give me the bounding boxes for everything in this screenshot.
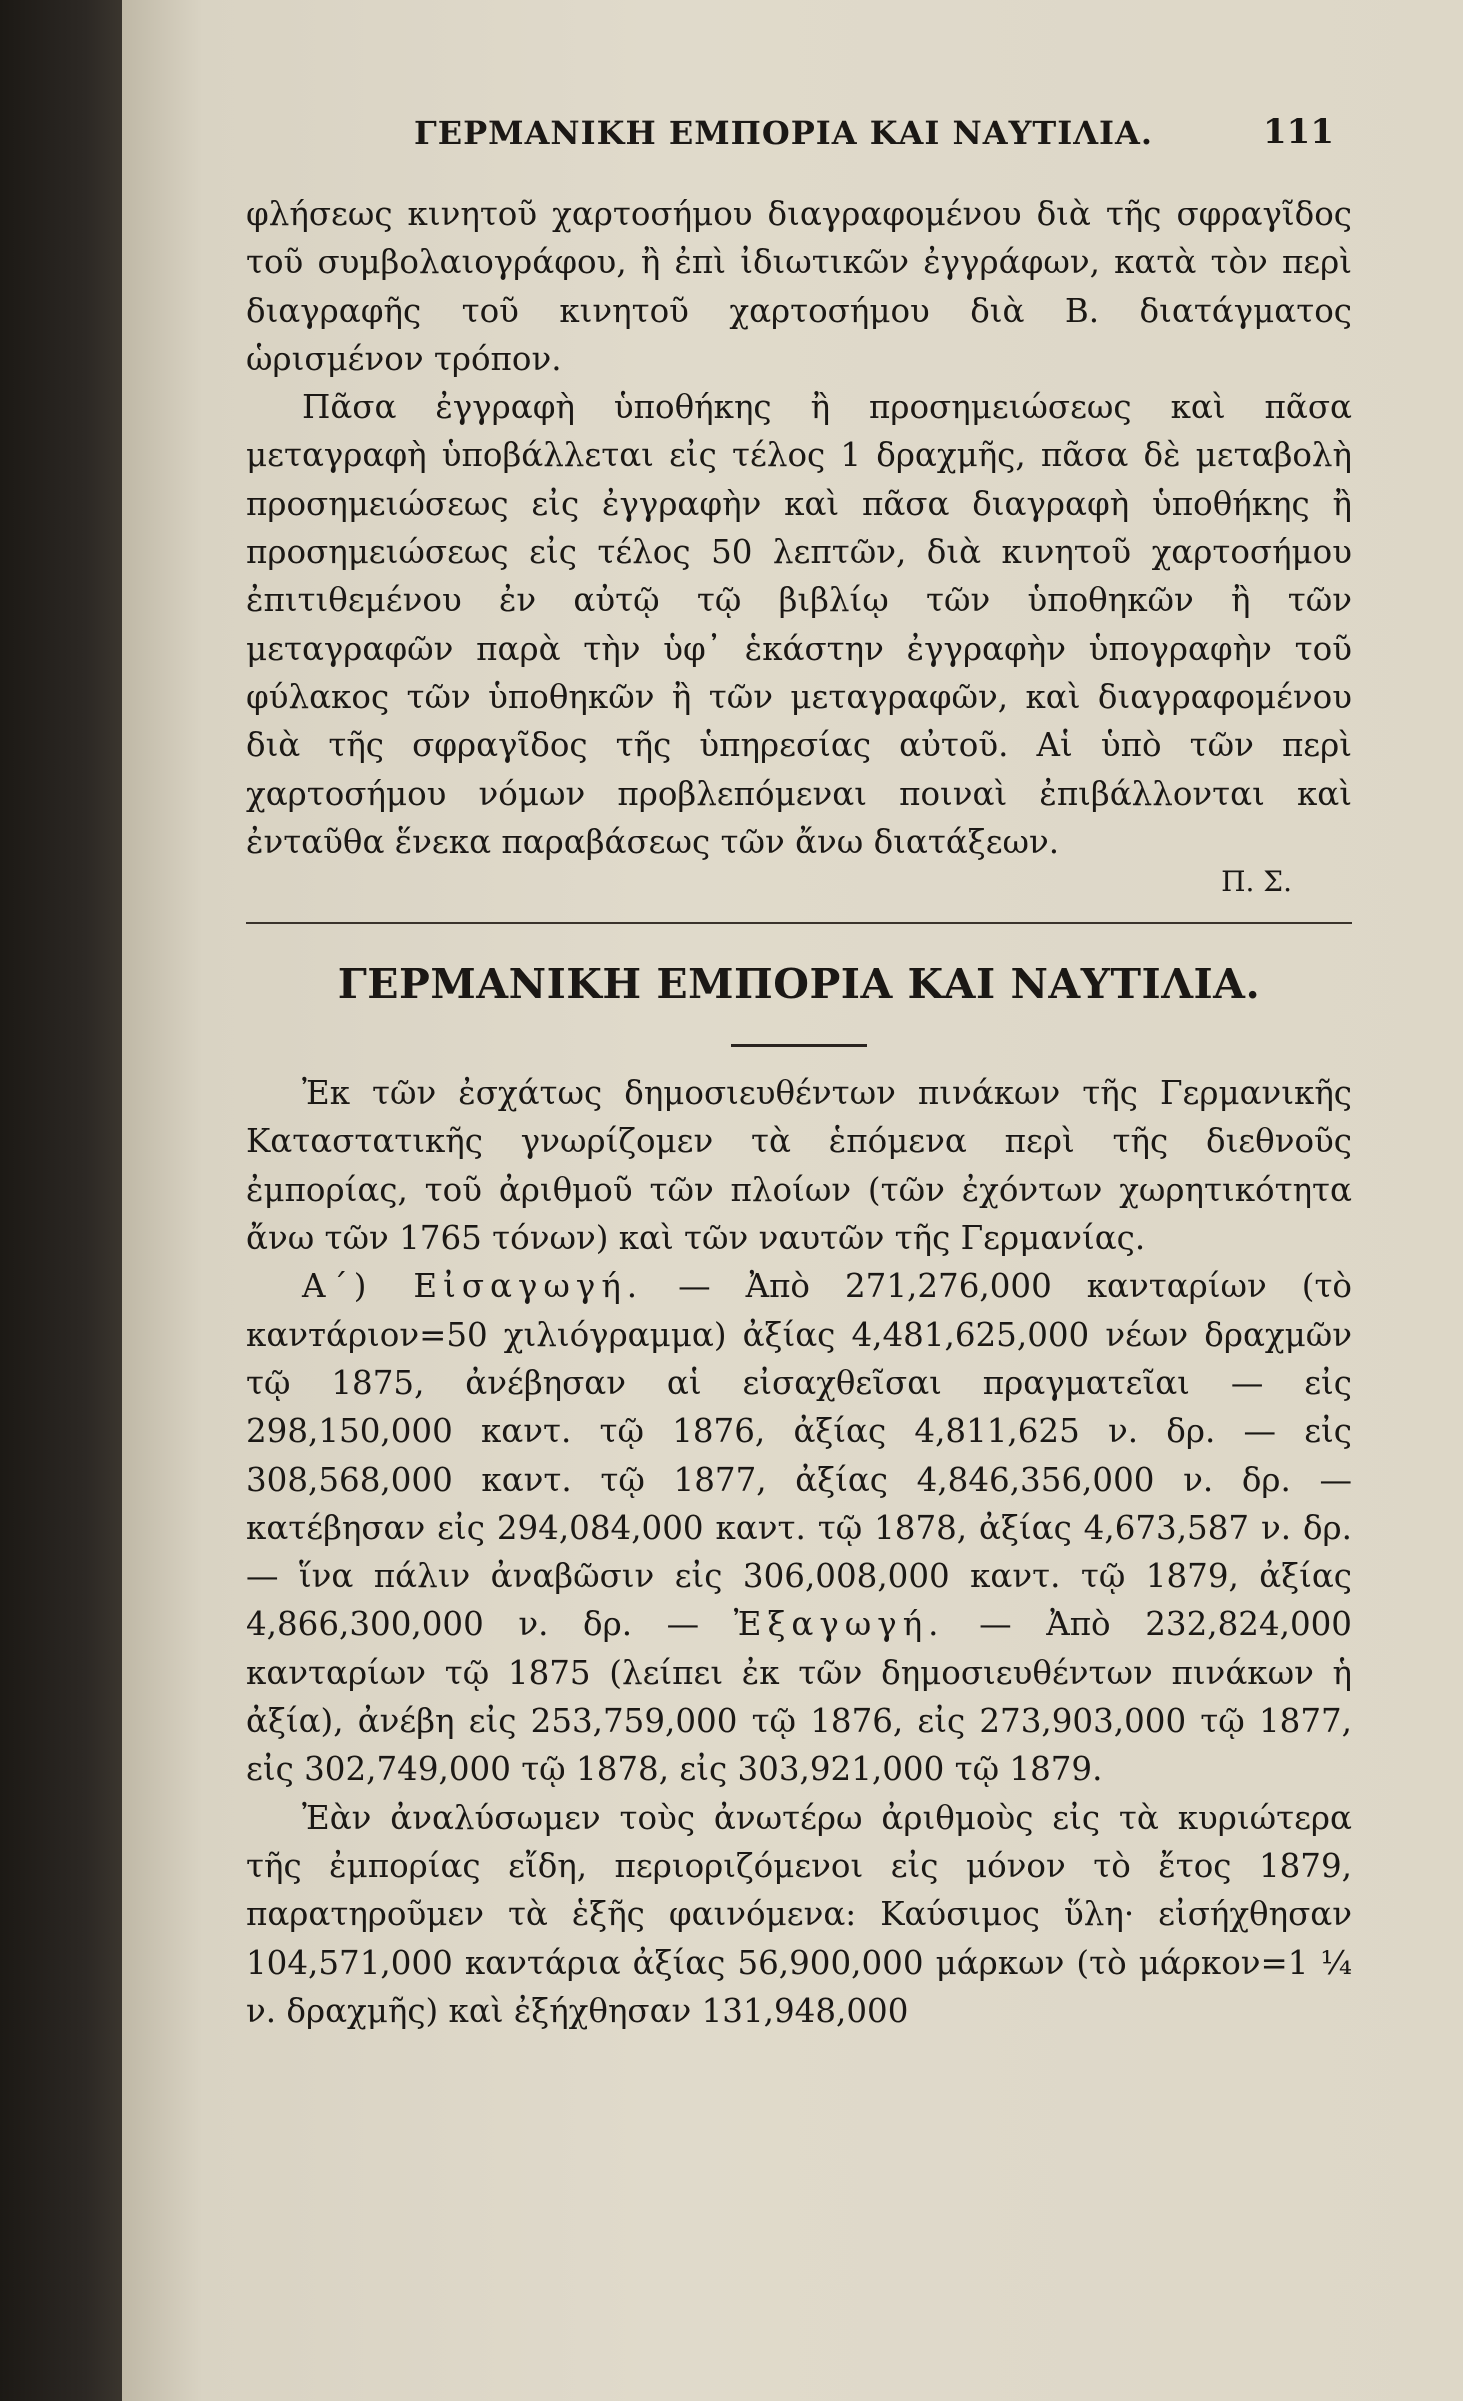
section-title: ΓΕΡΜΑΝΙΚΗ ΕΜΠΟΡΙΑ ΚΑΙ ΝΑΥΤΙΛΙΑ. <box>337 960 1261 1009</box>
previous-article-paragraph: Πᾶσα ἐγγραφὴ ὑποθήκης ἢ προσημειώσεως καὶ πᾶσα μεταγραφὴ ὑποβάλλεται εἰς τέλος 1 δραχμῆς, πᾶσα δὲ μεταβολὴ προσημειώσεως εἰς ἐγγραφὴν καὶ πᾶσα διαγραφὴ ὑποθήκης ἢ προσημειώσεως εἰς τέλος 50 λεπτῶν, διὰ κινητοῦ χαρτοσήμου ἐπιτιθεμένου ἐν αὐτῷ τῷ βιβλίῳ τῶν ὑποθηκῶν ἢ τῶν μεταγραφῶν παρὰ τὴν ὑφ᾽ ἑκάστην ἐγγραφὴν ὑπογραφὴν τοῦ φύλακος τῶν ὑποθηκῶν ἢ τῶν μεταγραφῶν, καὶ διαγραφομένου διὰ τῆς σφραγῖδος τῆς ὑπηρεσίας αὐτοῦ. Αἱ ὑπὸ τῶν περὶ χαρτοσήμου νόμων προβλεπόμεναι ποιναὶ ἐπιβάλλονται καὶ ἐνταῦθα ἕνεκα παραβάσεως τῶν ἄνω διατάξεων. <box>246 388 1352 861</box>
export-label: Ἐξαγωγή. <box>733 1605 945 1644</box>
section-paragraph <box>246 1262 1352 1793</box>
title-underline <box>731 1044 867 1047</box>
previous-article-paragraph: φλήσεως κινητοῦ χαρτοσήμου διαγραφομένου διὰ τῆς σφραγῖδος τοῦ συμβολαιογράφου, ἢ ἐπὶ ἰδιωτικῶν ἐγγράφων, κατὰ τὸν περὶ διαγραφῆς τοῦ κινητοῦ χαρτοσήμου διὰ Β. διατάγματος ὡρισμένον τρόπον. <box>246 195 1352 378</box>
section-paragraph: Ἐὰν ἀναλύσωμεν τοὺς ἀνωτέρω ἀριθμοὺς εἰς τὰ κυριώτερα τῆς ἐμπορίας εἴδη, περιοριζόμενοι εἰς μόνον τὸ ἔτος 1879, παρατηροῦμεν τὰ ἑξῆς φαινόμενα: Καύσιμος ὕλη· εἰσήχθησαν 104,571,000 καντάρια ἀξίας 56,900,000 μάρκων (τὸ μάρκον=1 ¼ ν. δραχμῆς) καὶ ἐξήχθησαν 131,948,000 <box>246 1798 1352 2030</box>
page-content <box>246 100 1352 2035</box>
section-divider <box>246 922 1352 924</box>
author-signature: Π. Σ. <box>1221 865 1292 899</box>
export-text: — Ἀπὸ 232,824,000 κανταρίων τῷ 1875 (λείπει ἐκ τῶν δημοσιευθέντων πινάκων ἡ ἀξία), ἀνέβη εἰς 253,759,000 τῷ 1876, εἰς 273,903,000 τῷ 1877, εἰς 302,749,000 τῷ 1878, εἰς 303,921,000 τῷ 1879. <box>246 1605 1352 1789</box>
page-number: 111 <box>1263 112 1334 152</box>
section-paragraph: Ἐκ τῶν ἐσχάτως δημοσιευθέντων πινάκων τῆς Γερμανικῆς Καταστατικῆς γνωρίζομεν τὰ ἑπόμενα περὶ τῆς διεθνοῦς ἐμπορίας, τοῦ ἀριθμοῦ τῶν πλοίων (τῶν ἐχόντων χωρητικότητα ἄνω τῶν 1765 τόνων) καὶ τῶν ναυτῶν τῆς Γερμανίας. <box>246 1074 1352 1258</box>
import-text: — Ἀπὸ 271,276,000 κανταρίων (τὸ κανтάριον=50 χιλιόγραμμα) ἀξίας 4,481,625,000 νέων δραχμῶν τῷ 1875, ἀνέβησαν αἱ εἰσαχθεῖσαι πραγματεῖαι — εἰς 298,150,000 καντ. τῷ 1876, ἀξίας 4,811,625 ν. δρ. — εἰς 308,568,000 καντ. τῷ 1877, ἀξίας 4,846,356,000 ν. δρ. — κατέβησαν εἰς 294,084,000 καντ. τῷ 1878, ἀξίας 4,673,587 ν. δρ. — ἵνα πάλιν ἀναβῶσιν εἰς 306,008,000 καντ. τῷ 1879, ἀξίας 4,866,300,000 ν. δρ. — <box>246 1267 1352 1644</box>
book-gutter <box>0 0 122 2401</box>
running-head <box>246 100 1352 160</box>
import-label: Α΄) Εἰσαγωγή. <box>302 1267 644 1306</box>
book-page <box>122 0 1463 2401</box>
running-title: ΓΕΡΜΑΝΙΚΗ ΕΜΠΟΡΙΑ ΚΑΙ ΝΑΥΤΙΛΙΑ. <box>414 114 1153 152</box>
